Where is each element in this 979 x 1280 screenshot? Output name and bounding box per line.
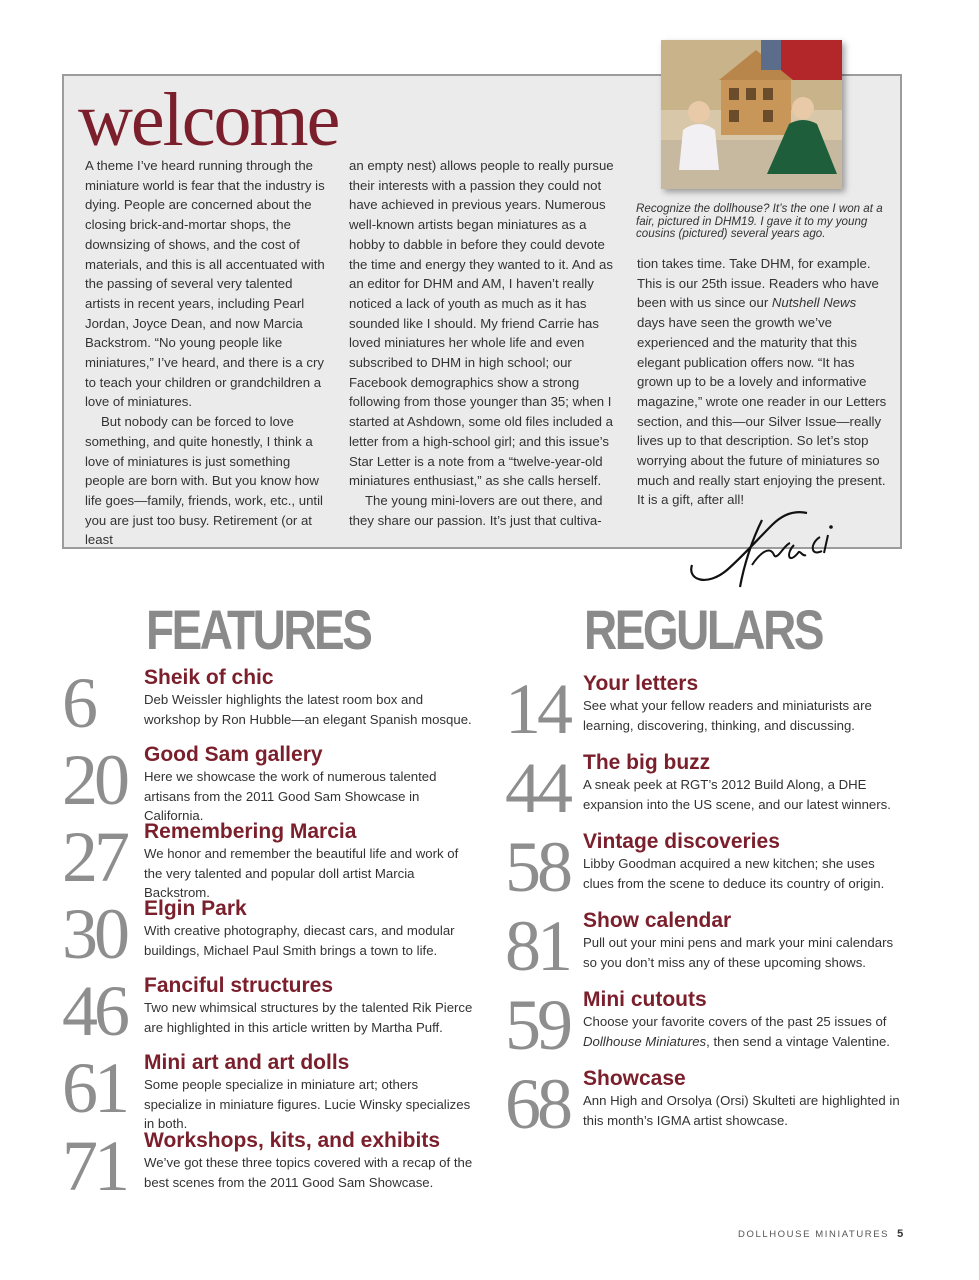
welcome-column-2: [349, 156, 619, 530]
nutshell-news-title: Nutshell News: [771, 295, 857, 311]
regular-description: Libby Goodman acquired a new kitchen; she uses clues from the scene to deduce its country of origin.: [583, 856, 885, 891]
page-number: 44: [505, 748, 569, 828]
regular-title[interactable]: Vintage discoveries: [583, 830, 780, 853]
welcome-column-3: [637, 254, 887, 510]
feature-entry[interactable]: [62, 1126, 482, 1206]
regular-entry[interactable]: [505, 906, 915, 986]
welcome-paragraph: A theme I’ve heard running through the miniature world is fear that the industry is dying. People are concerned about the closing brick-and-mortar shops, the downsizing of shows, and the cost of materials, and this is all accentuated with the passing of several very talented artists in recent years, including Pearl Jordan, Joyce Dean, and now Marcia Backstrom. “No young people like miniatures,” I’ve heard, and there is a cry to teach your children or grandchildren a love of miniatures.: [85, 158, 325, 410]
regular-entry[interactable]: [505, 827, 915, 907]
page-number: 6: [62, 663, 94, 743]
welcome-paragraph: The young mini-lovers are out there, and they share our passion. It’s just that cultiva-: [349, 492, 603, 528]
regular-description: A sneak peek at RGT’s 2012 Build Along, a DHE expansion into the US scene, and our latest winners.: [583, 777, 891, 812]
feature-description: We’ve got these three topics covered with a recap of the best scenes from the 2011 Good Sam Showcase.: [144, 1155, 473, 1190]
feature-entry[interactable]: [62, 971, 482, 1051]
regular-entry[interactable]: [505, 669, 915, 749]
regular-title[interactable]: The big buzz: [583, 751, 711, 774]
regular-entry[interactable]: [505, 1064, 915, 1144]
regular-entry[interactable]: [505, 985, 915, 1065]
features-heading: FEATURES: [146, 598, 371, 661]
page-footer: [738, 1228, 903, 1240]
feature-entry[interactable]: [62, 894, 482, 974]
page-folio: 5: [897, 1228, 904, 1240]
page-number: 59: [505, 985, 569, 1065]
page-number: 81: [505, 906, 569, 986]
photo-caption: Recognize the dollhouse? It’s the one I won at a fair, pictured in DHM19. I gave it to my young cousins (pictured) several years ago.: [636, 202, 883, 241]
magazine-name: DOLLHOUSE MINIATURES: [738, 1229, 890, 1240]
welcome-paragraph: an empty nest) allows people to really pursue their interests with a passion they could not have achieved in previous years. Numerous well-known artists began miniatures as a hobby to dabble in before they could devote the time and energy they wanted to it. And as an editor for DHM and AM, I haven’t really noticed a lack of youth as much as it has sounded like I should. My friend Carrie has loved miniatures her whole life and even subscribed to DHM in high school; our Facebook demographics show a strong following from those younger than 35; when I started at Ashdown, some old files included a letter from a high-school girl; and this issue’s Star Letter is a note from a “twelve-year-old miniatures enthusiast,” as she calls herself.: [349, 158, 614, 489]
regular-title[interactable]: Showcase: [583, 1067, 686, 1090]
page-number: 61: [62, 1048, 126, 1128]
regular-title[interactable]: Your letters: [583, 672, 699, 695]
feature-title[interactable]: Remembering Marcia: [144, 820, 357, 843]
feature-description: Here we showcase the work of numerous talented artisans from the 2011 Good Sam Showcase in California.: [144, 769, 437, 824]
regular-description: Ann High and Orsolya (Orsi) Skulteti are highlighted in this month’s IGMA artist showcase.: [583, 1093, 900, 1128]
welcome-title: welcome: [78, 78, 339, 162]
regular-description: Choose your favorite covers of the past 25 issues of Dollhouse Miniatures, then send a vintage Valentine.: [583, 1014, 890, 1049]
page-number: 27: [62, 817, 126, 897]
welcome-paragraph: But nobody can be forced to love something, and quite honestly, I think a love of miniatures is just something people are born with. But you know how life goes—family, friends, work, etc., until you are just too busy. Retirement (or at least: [85, 414, 323, 548]
feature-description: Deb Weissler highlights the latest room box and workshop by Ron Hubble—an elegant Spanish mosque.: [144, 692, 472, 727]
welcome-paragraph: tion takes time. Take DHM, for example. This is our 25th issue. Readers who have been with us since our Nutshell News days have seen the growth we’ve experienced and the maturity that this elegant publication offers now. “It has grown up to be a lovely and informative magazine,” wrote one reader in our Letters section, and this—our Silver Issue—really lives up to that description. So let’s stop worrying about the future of miniatures so much and really start enjoying the present. It is a gift, after all!: [637, 256, 887, 508]
feature-description: Some people specialize in miniature art; others specialize in miniature figures. Lucie Winsky specializes in both.: [144, 1077, 471, 1132]
feature-title[interactable]: Good Sam gallery: [144, 743, 323, 766]
welcome-column-1: [85, 156, 325, 550]
feature-description: We honor and remember the beautiful life and work of the very talented and popular doll artist Marcia Backstrom.: [144, 846, 459, 901]
regular-description: See what your fellow readers and miniaturists are learning, discovering, thinking, and discussing.: [583, 698, 872, 733]
page-number: 68: [505, 1064, 569, 1144]
page-number: 14: [505, 669, 569, 749]
feature-entry[interactable]: [62, 663, 482, 743]
feature-entry[interactable]: [62, 1048, 482, 1132]
feature-title[interactable]: Sheik of chic: [144, 666, 274, 689]
editor-signature: [682, 495, 842, 595]
feature-description: Two new whimsical structures by the talented Rik Pierce are highlighted in this article written by Martha Puff.: [144, 1000, 473, 1035]
regular-title[interactable]: Show calendar: [583, 909, 732, 932]
regular-entry[interactable]: [505, 748, 915, 828]
regular-title[interactable]: Mini cutouts: [583, 988, 707, 1011]
feature-title[interactable]: Fanciful structures: [144, 974, 334, 997]
page-number: 58: [505, 827, 569, 907]
page-number: 20: [62, 740, 126, 820]
page-number: 46: [62, 971, 126, 1051]
feature-title[interactable]: Mini art and art dolls: [144, 1051, 350, 1074]
page-number: 71: [62, 1126, 126, 1206]
page-number: 30: [62, 894, 126, 974]
feature-entry[interactable]: [62, 740, 482, 824]
regular-description: Pull out your mini pens and mark your mini calendars so you don’t miss any of these upcoming shows.: [583, 935, 894, 970]
feature-description: With creative photography, diecast cars, and modular buildings, Michael Paul Smith brings a town to life.: [144, 923, 455, 958]
feature-entry[interactable]: [62, 817, 482, 901]
feature-title[interactable]: Elgin Park: [144, 897, 247, 920]
magazine-title: Dollhouse Miniatures: [583, 1033, 707, 1049]
dollhouse-photo: [661, 40, 842, 189]
regulars-heading: REGULARS: [584, 598, 822, 661]
feature-title[interactable]: Workshops, kits, and exhibits: [144, 1129, 441, 1152]
